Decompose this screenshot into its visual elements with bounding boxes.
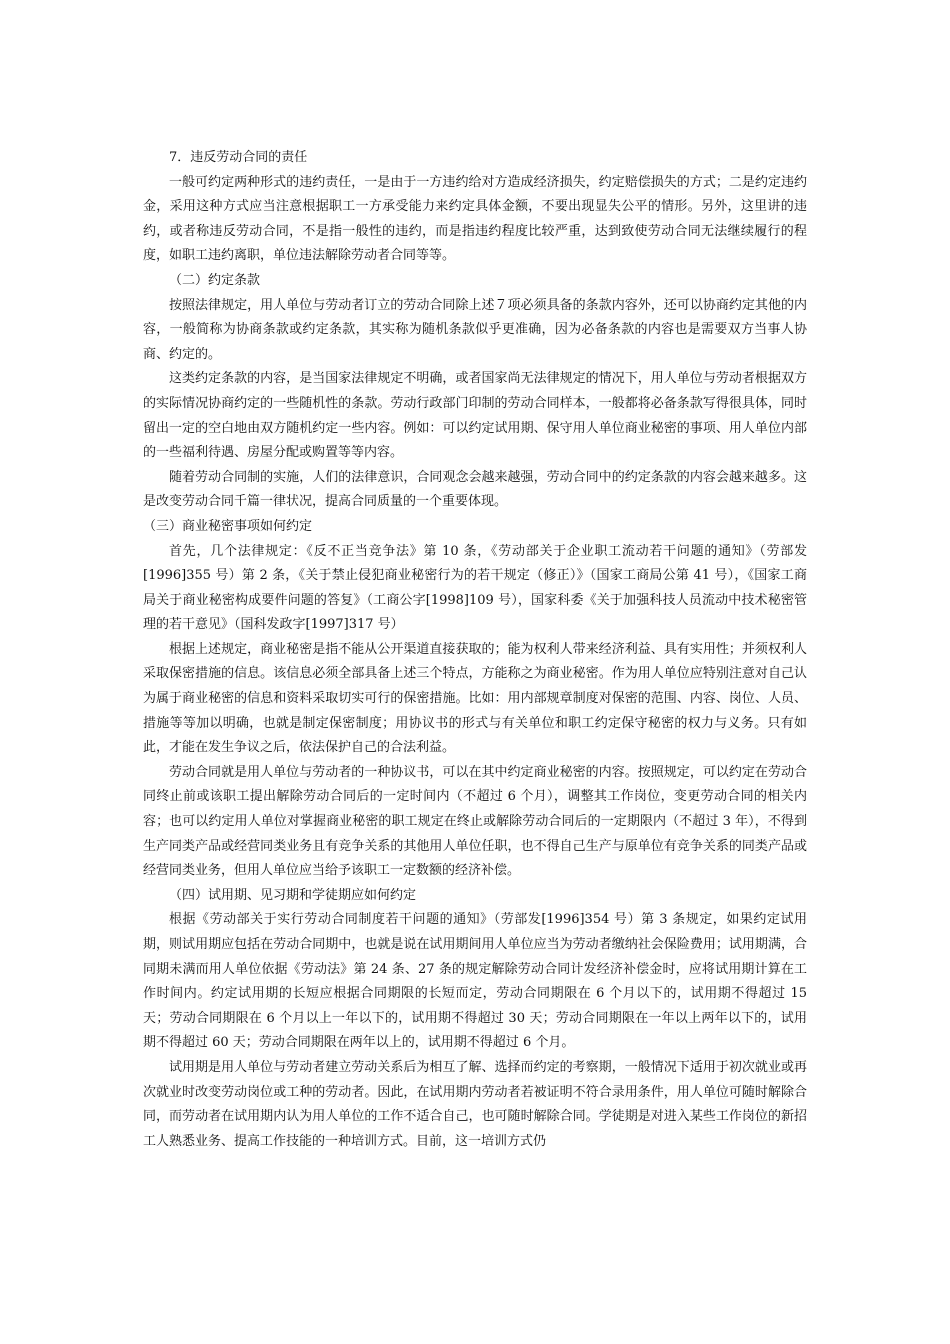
section-heading-trade-secrets: （三）商业秘密事项如何约定 <box>143 518 313 534</box>
paragraph-probation-2: 试用期是用人单位与劳动者建立劳动关系后为相互了解、选择而约定的考察期，一般情况下适用于初次就业或再次就业时改变劳动岗位或工种的劳动者。因此，在试用期内劳动者若被证明不符合录用条件，用人单位可随时解除合同，而劳动者在试用期内认为用人单位的工作不适合自己，也可随时解除合同。学徒期是对进入某些工作岗位的新招工人熟悉业务、提高工作技能的一种培训方式。目前，这一培训方式仍 <box>143 1059 807 1149</box>
paragraph-trade-secrets-2: 根据上述规定，商业秘密是指不能从公开渠道直接获取的；能为权利人带来经济利益、具有实用性；并须权利人采取保密措施的信息。该信息必须全部具备上述三个特点，方能称之为商业秘密。作为用人单位应特别注意对自己认为属于商业秘密的信息和资料采取切实可行的保密措施。比如：用内部规章制度对保密的范围、内容、岗位、人员、措施等等加以明确，也就是制定保密制度；用协议书的形式与有关单位和职工约定保守秘密的权力与义务。只有如此，才能在发生争议之后，依法保护自己的合法利益。 <box>143 641 807 756</box>
paragraph-agreed-clauses-2: 这类约定条款的内容，是当国家法律规定不明确，或者国家尚无法律规定的情况下，用人单位与劳动者根据双方的实际情况协商约定的一些随机性的条款。劳动行政部门印制的劳动合同样本，一般都将必备条款写得很具体，同时留出一定的空白地由双方随机约定一些内容。例如：可以约定试用期、保守用人单位商业秘密的事项、用人单位内部的一些福利待遇、房屋分配或购置等等内容。 <box>143 371 807 461</box>
section-heading-breach-liability: 7．违反劳动合同的责任 <box>169 150 308 165</box>
paragraph-trade-secrets-3: 劳动合同就是用人单位与劳动者的一种协议书，可以在其中约定商业秘密的内容。按照规定，可以约定在劳动合同终止前或该职工提出解除劳动合同后的一定时间内（不超过 6 个月），调整其工作岗位，变更劳动合同的相关内容；也可以约定用人单位对掌握商业秘密的职工规定在终止或解除劳动合同后的一定期限内（不超过 3 年），不得到生产同类产品或经营同类业务且有竞争关系的其他用人单位任职，也不得自己生产与原单位有竞争关系的同类产品或经营同类业务，但用人单位应当给予该职工一定数额的经济补偿。 <box>143 764 807 879</box>
section-heading-agreed-clauses: （二）约定条款 <box>169 272 261 288</box>
document-page <box>143 146 807 1154</box>
paragraph-agreed-clauses-3: 随着劳动合同制的实施，人们的法律意识，合同观念会越来越强，劳动合同中的约定条款的内容会越来越多。这是改变劳动合同千篇一律状况，提高合同质量的一个重要体现。 <box>143 469 807 510</box>
paragraph-agreed-clauses-1: 按照法律规定，用人单位与劳动者订立的劳动合同除上述７项必须具备的条款内容外，还可以协商约定其他的内容，一般简称为协商条款或约定条款，其实称为随机条款似乎更准确，因为必备条款的内容也是需要双方当事人协商、约定的。 <box>143 297 807 362</box>
paragraph-probation-1: 根据《劳动部关于实行劳动合同制度若干问题的通知》（劳部发[1996]354 号）第 3 条规定，如果约定试用期，则试用期应包括在劳动合同期中，也就是说在试用期间用人单位应当为劳动者缴纳社会保险费用；试用期满，合同期未满而用人单位依据《劳动法》第 24 条、27 条的规定解除劳动合同计发经济补偿金时，应将试用期计算在工作时间内。约定试用期的长短应根据合同期限的长短而定，劳动合同期限在 6 个月以下的，试用期不得超过 15 天；劳动合同期限在 6 个月以上一年以下的，试用期不得超过 30 天；劳动合同期限在一年以上两年以下的，试用期不得超过 60 天；劳动合同期限在两年以上的，试用期不得超过 6 个月。 <box>143 912 807 1051</box>
paragraph-breach-liability: 一般可约定两种形式的违约责任，一是由于一方违约给对方造成经济损失，约定赔偿损失的方式；二是约定违约金，采用这种方式应当注意根据职工一方承受能力来约定具体金额，不要出现显失公平的情形。另外，这里讲的违约，或者称违反劳动合同，不是指一般性的违约，而是指违约程度比较严重，达到致使劳动合同无法继续履行的程度，如职工违约离职，单位违法解除劳动者合同等等。 <box>143 174 807 264</box>
section-heading-probation: （四）试用期、见习期和学徒期应如何约定 <box>169 887 417 903</box>
paragraph-trade-secrets-1: 首先，几个法律规定：《反不正当竞争法》第 10 条，《劳动部关于企业职工流动若干问题的通知》（劳部发[1996]355 号）第 2 条，《关于禁止侵犯商业秘密行为的若干规定（修正）》（国家工商局公第 41 号），《国家工商局关于商业秘密构成要件问题的答复》（工商公字[1998]109 号），国家科委《关于加强科技人员流动中技术秘密管理的若干意见》（国科发政字[1997]317 号） <box>143 543 807 633</box>
